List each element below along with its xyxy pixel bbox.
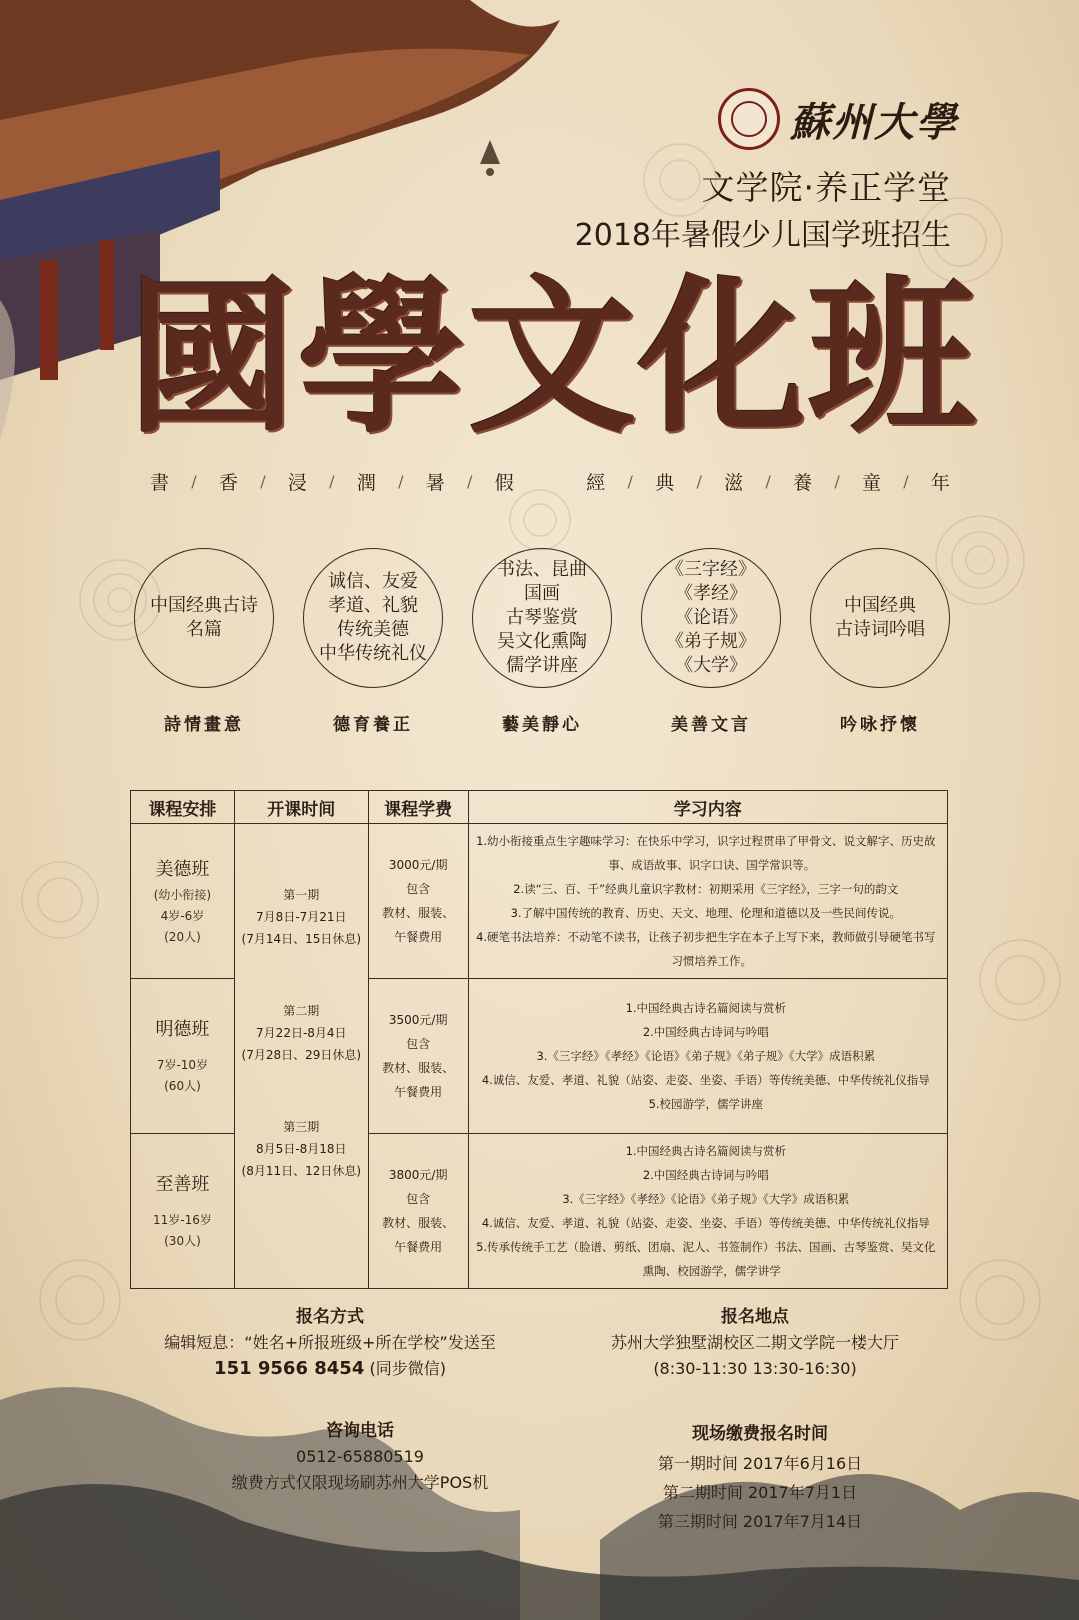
feature-item bbox=[132, 548, 276, 735]
org-title: 文学院·养正学堂 bbox=[701, 168, 951, 207]
feature-line: 《三字经》 bbox=[666, 559, 756, 580]
feature-item bbox=[301, 548, 445, 735]
slogan-char: 香 bbox=[218, 471, 238, 494]
fee-line: 教材、服装、 bbox=[382, 906, 455, 920]
period-line: 7月22日-8月4日 bbox=[256, 1026, 347, 1040]
fee-line: 包含 bbox=[406, 882, 431, 896]
onsite-time: 第三期时间 2017年7月14日 bbox=[657, 1512, 863, 1531]
content-cell bbox=[468, 824, 947, 979]
fee-cell bbox=[368, 824, 468, 979]
class-name: 美德班 bbox=[155, 858, 210, 880]
content-line: 1.中国经典古诗名篇阅读与赏析 bbox=[625, 1144, 787, 1158]
feature-label: 美善文言 bbox=[671, 715, 751, 735]
feature-item bbox=[808, 548, 952, 735]
table-header-row bbox=[131, 791, 948, 824]
slogan-char: 潤 bbox=[356, 471, 376, 494]
slogan-char: 年 bbox=[930, 471, 950, 494]
class-detail: (20人) bbox=[164, 929, 201, 944]
main-title: 國學文化班 bbox=[128, 258, 978, 456]
feature-circles bbox=[132, 548, 952, 735]
content-line: 5.校园游学，儒学讲座 bbox=[648, 1097, 764, 1111]
feature-line: 名篇 bbox=[186, 619, 222, 640]
content-line: 2.读“三、百、千”经典儿童识字教材：初期采用《三字经》，三字一句的韵文 bbox=[513, 882, 899, 896]
feature-line: 中华传统礼仪 bbox=[319, 643, 427, 664]
content-line: 5.传承传统手工艺（脸谱、剪纸、团扇、泥人、书签制作）书法、国画、古琴鉴赏、吴文化熏陶、校园游学，儒学讲学 bbox=[476, 1240, 936, 1278]
feature-circle bbox=[303, 548, 443, 688]
feature-line: 国画 bbox=[524, 583, 560, 604]
table-header: 课程学费 bbox=[368, 791, 468, 824]
fee-cell bbox=[368, 979, 468, 1134]
signup-place bbox=[560, 1304, 950, 1382]
fee-line: 3000元/期 bbox=[388, 858, 448, 872]
class-cell bbox=[131, 824, 235, 979]
class-detail: (30人) bbox=[164, 1234, 201, 1248]
fee-line: 午餐费用 bbox=[394, 1085, 443, 1099]
signup-method-title: 报名方式 bbox=[296, 1307, 364, 1327]
content-line: 1.幼小衔接重点生字趣味学习：在快乐中学习，识字过程贯串了甲骨文、说文解字、历史故事、成语故事、识字口诀、国学常识等。 bbox=[476, 834, 936, 872]
period-line: 7月8日-7月21日 bbox=[256, 910, 347, 924]
feature-line: 古琴鉴赏 bbox=[506, 607, 578, 628]
university-name: 蘇州大學 bbox=[790, 98, 958, 146]
table-header: 课程安排 bbox=[131, 791, 235, 824]
period-line: 第一期 bbox=[283, 888, 320, 902]
signup-place-title: 报名地点 bbox=[721, 1307, 789, 1327]
content-line: 3.《三字经》《孝经》《论语》《弟子规》《大学》成语积累 bbox=[562, 1192, 850, 1206]
class-detail: 4岁-6岁 bbox=[160, 908, 205, 923]
class-detail: 7岁-10岁 bbox=[156, 1058, 209, 1072]
class-detail: (60人) bbox=[164, 1079, 201, 1093]
class-name: 明德班 bbox=[155, 1019, 210, 1040]
content-line: 4.诚信、友爱、孝道、礼貌（站姿、走姿、坐姿、手语）等传统美德、中华传统礼仪指导 bbox=[481, 1216, 930, 1230]
feature-line: 《孝经》 bbox=[675, 583, 747, 604]
slogan-char: 典 bbox=[655, 471, 675, 494]
feature-line: 吴文化熏陶 bbox=[497, 631, 587, 652]
period-line: (7月28日、29日休息) bbox=[241, 1048, 362, 1062]
feature-circle bbox=[472, 548, 612, 688]
fee-line: 3500元/期 bbox=[388, 1013, 448, 1027]
signup-phone[interactable]: 151 9566 8454 bbox=[214, 1358, 365, 1379]
feature-line: 《论语》 bbox=[675, 607, 747, 628]
fee-cell bbox=[368, 1134, 468, 1289]
content-line: 2.中国经典古诗词与吟唱 bbox=[642, 1168, 769, 1182]
onsite-title: 现场缴费报名时间 bbox=[692, 1424, 828, 1444]
signup-place-text: 苏州大学独墅湖校区二期文学院一楼大厅 bbox=[610, 1333, 899, 1352]
feature-item bbox=[470, 548, 614, 735]
content-line: 3.了解中国传统的教育、历史、天文、地理、伦理和道德以及一些民间传说。 bbox=[510, 906, 902, 920]
period-cell bbox=[234, 824, 368, 1289]
feature-circle bbox=[641, 548, 781, 688]
slogan-char: 假 bbox=[494, 471, 514, 494]
feature-circle bbox=[810, 548, 950, 688]
feature-line: 中国经典 bbox=[844, 595, 916, 616]
content-line: 3.《三字经》《孝经》《论语》《弟子规》《弟子规》《大学》成语积累 bbox=[536, 1049, 876, 1063]
period-line: (8月11日、12日休息) bbox=[241, 1164, 362, 1178]
onsite-times bbox=[590, 1420, 930, 1536]
slogan-char: 書 bbox=[150, 471, 170, 494]
consult-phone[interactable]: 0512-65880519 bbox=[296, 1447, 424, 1466]
slogan-char: 暑 bbox=[425, 471, 445, 494]
slogan-char: 養 bbox=[793, 471, 813, 494]
period-line: 8月5日-8月18日 bbox=[256, 1142, 347, 1156]
feature-line: 诚信、友爱 bbox=[328, 571, 418, 592]
feature-circle bbox=[134, 548, 274, 688]
seal-icon bbox=[718, 88, 780, 150]
fee-line: 包含 bbox=[406, 1192, 431, 1206]
slogan-char: 滋 bbox=[724, 471, 744, 494]
feature-label: 詩情畫意 bbox=[164, 715, 244, 735]
signup-place-hours: (8:30-11:30 13:30-16:30) bbox=[653, 1359, 857, 1378]
content-line: 4.诚信、友爱、孝道、礼貌（站姿、走姿、坐姿、手语）等传统美德、中华传统礼仪指导 bbox=[481, 1073, 930, 1087]
feature-line: 古诗词吟唱 bbox=[835, 619, 925, 640]
class-cell bbox=[131, 1134, 235, 1289]
university-logo bbox=[718, 88, 958, 150]
fee-line: 午餐费用 bbox=[394, 1240, 443, 1254]
content-line: 1.中国经典古诗名篇阅读与赏析 bbox=[625, 1001, 787, 1015]
slogan-char: 經 bbox=[586, 471, 606, 494]
signup-method bbox=[130, 1304, 530, 1382]
slogan: 書 / 香 / 浸 / 潤 / 暑 / 假 經 / 典 / 滋 / 養 / 童 / 年 bbox=[150, 466, 950, 496]
signup-phone-note: (同步微信) bbox=[369, 1359, 446, 1378]
consult-note: 缴费方式仅限现场刷苏州大学POS机 bbox=[231, 1473, 489, 1492]
feature-label: 德育養正 bbox=[333, 715, 413, 735]
period-line: 第二期 bbox=[283, 1004, 320, 1018]
fee-line: 包含 bbox=[406, 1037, 431, 1051]
slogan-char: 童 bbox=[861, 471, 881, 494]
fee-line: 午餐费用 bbox=[394, 930, 443, 944]
feature-line: 书法、昆曲 bbox=[497, 559, 587, 580]
signup-method-text: 编辑短息：“姓名+所报班级+所在学校”发送至 bbox=[164, 1333, 496, 1352]
feature-line: 孝道、礼貌 bbox=[328, 595, 418, 616]
onsite-time: 第二期时间 2017年7月1日 bbox=[662, 1483, 858, 1502]
fee-line: 教材、服装、 bbox=[382, 1061, 455, 1075]
schedule-table bbox=[130, 790, 948, 1289]
feature-line: 《大学》 bbox=[675, 655, 747, 676]
class-detail: (幼小衔接) bbox=[153, 887, 212, 902]
table-header: 学习内容 bbox=[468, 791, 947, 824]
class-name: 至善班 bbox=[155, 1174, 210, 1195]
content-cell bbox=[468, 979, 947, 1134]
feature-line: 《弟子规》 bbox=[666, 631, 756, 652]
consult-title: 咨询电话 bbox=[326, 1421, 394, 1441]
feature-label: 藝美靜心 bbox=[502, 715, 582, 735]
period-line: 第三期 bbox=[283, 1120, 320, 1134]
fee-line: 教材、服装、 bbox=[382, 1216, 455, 1230]
slogan-char: 浸 bbox=[287, 471, 307, 494]
fee-line: 3800元/期 bbox=[388, 1168, 448, 1182]
content-cell bbox=[468, 1134, 947, 1289]
consult bbox=[180, 1418, 540, 1496]
table-header: 开课时间 bbox=[234, 791, 368, 824]
content-line: 2.中国经典古诗词与吟唱 bbox=[642, 1025, 769, 1039]
feature-item bbox=[639, 548, 783, 735]
content-line: 4.硬笔书法培养：不动笔不读书，让孩子初步把生字在本子上写下来，教师做引导硬笔书写习惯培养工作。 bbox=[476, 930, 936, 968]
class-cell bbox=[131, 979, 235, 1134]
event-title: 2018年暑假少儿国学班招生 bbox=[574, 218, 951, 253]
table-row bbox=[131, 824, 948, 979]
feature-line: 儒学讲座 bbox=[506, 655, 578, 676]
feature-line: 传统美德 bbox=[337, 619, 409, 640]
class-detail: 11岁-16岁 bbox=[153, 1213, 212, 1227]
feature-label: 吟咏抒懷 bbox=[840, 715, 920, 735]
onsite-time: 第一期时间 2017年6月16日 bbox=[657, 1454, 863, 1473]
feature-line: 中国经典古诗 bbox=[150, 595, 258, 616]
period-line: (7月14日、15日休息) bbox=[241, 932, 362, 946]
